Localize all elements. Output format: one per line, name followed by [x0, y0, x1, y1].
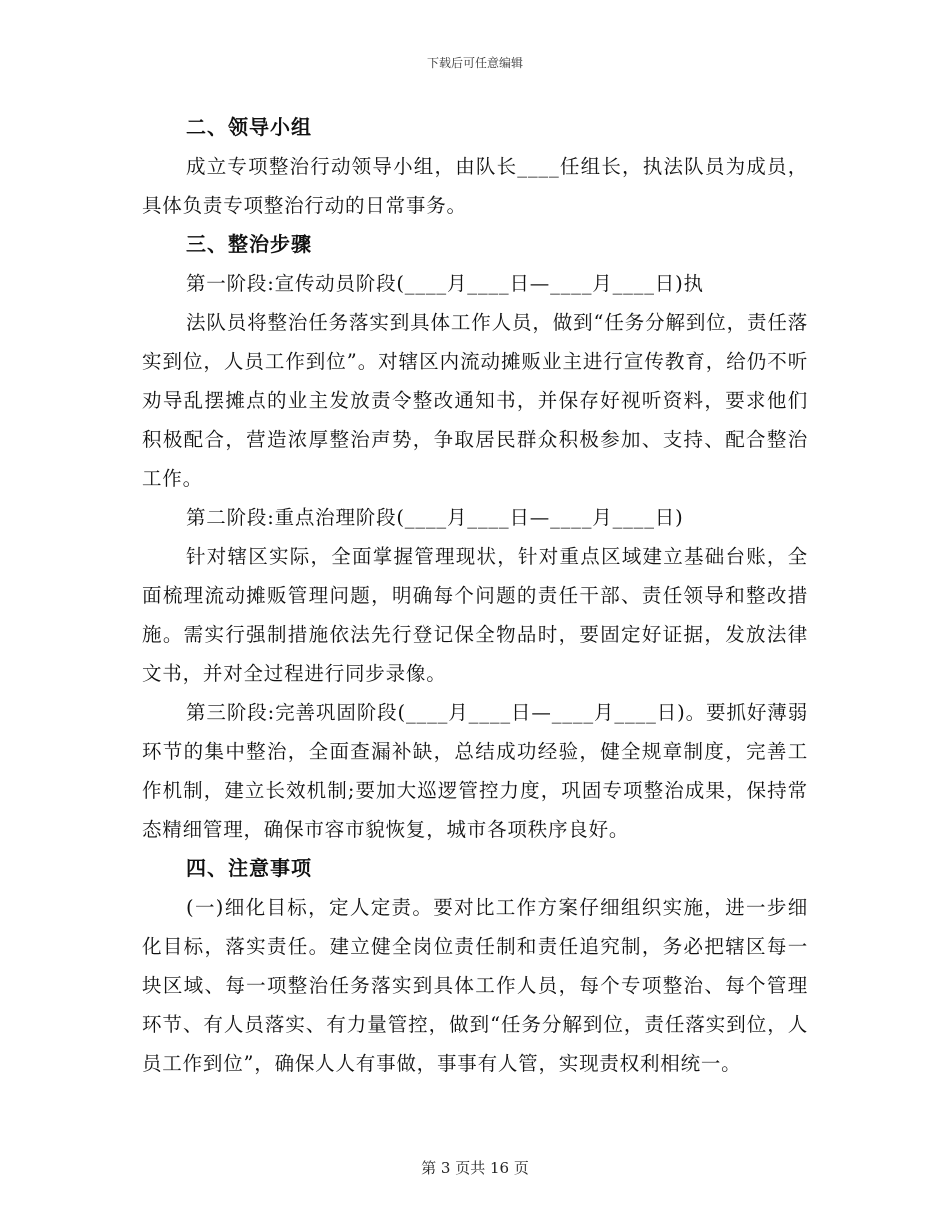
section-heading-steps: 三、整治步骤: [186, 232, 312, 256]
paragraph-phase-three: 第三阶段:完善巩固阶段(____月____日—____月____日)。要抓好薄弱环节的集中整治，全面查漏补缺，总结成功经验，健全规章制度，完善工作机制，建立长效机制;要加大巡逻管控力度，巩固专项整治成果，保持常态精细管理，确保市容市貌恢复，城市各项秩序良好。: [142, 701, 808, 841]
document-body: [142, 108, 808, 1083]
paragraph-phase-two-title: 第二阶段:重点治理阶段(____月____日—____月____日): [186, 506, 684, 529]
paragraph-phase-one-title: 第一阶段:宣传动员阶段(____月____日—____月____日)执: [186, 272, 704, 295]
section-heading-notes: 四、注意事项: [186, 856, 312, 880]
paragraph-notes-one: (一)细化目标，定人定责。要对比工作方案仔细组织实施，进一步细化目标，落实责任。建立健全岗位责任制和责任追究制，务必把辖区每一块区域、每一项整治任务落实到具体工作人员，每个专项整治、每个管理环节、有人员落实、有力量管控，做到“任务分解到位，责任落实到位，人员工作到位”，确保人人有事做，事事有人管，实现责权利相统一。: [142, 896, 808, 1075]
page-number: 第 3 页共 16 页: [421, 1159, 529, 1177]
paragraph-phase-two-body: 针对辖区实际，全面掌握管理现状，针对重点区域建立基础台账，全面梳理流动摊贩管理问题，明确每个问题的责任干部、责任领导和整改措施。需实行强制措施依法先行登记保全物品时，要固定好证据，发放法律文书，并对全过程进行同步录像。: [142, 545, 808, 685]
paragraph-phase-one-body: 法队员将整治任务落实到具体工作人员，做到“任务分解到位，责任落实到位，人员工作到位”。对辖区内流动摊贩业主进行宣传教育，给仍不听劝导乱摆摊点的业主发放责令整改通知书，并保存好视听资料，要求他们积极配合，营造浓厚整治声势，争取居民群众积极参加、支持、配合整治工作。: [142, 311, 808, 490]
section-heading-leadership: 二、领导小组: [186, 115, 312, 139]
page-header-note: 下载后可任意编辑: [426, 56, 523, 70]
paragraph-leadership: 成立专项整治行动领导小组，由队长____任组长，执法队员为成员，具体负责专项整治行动的日常事务。: [142, 155, 808, 217]
